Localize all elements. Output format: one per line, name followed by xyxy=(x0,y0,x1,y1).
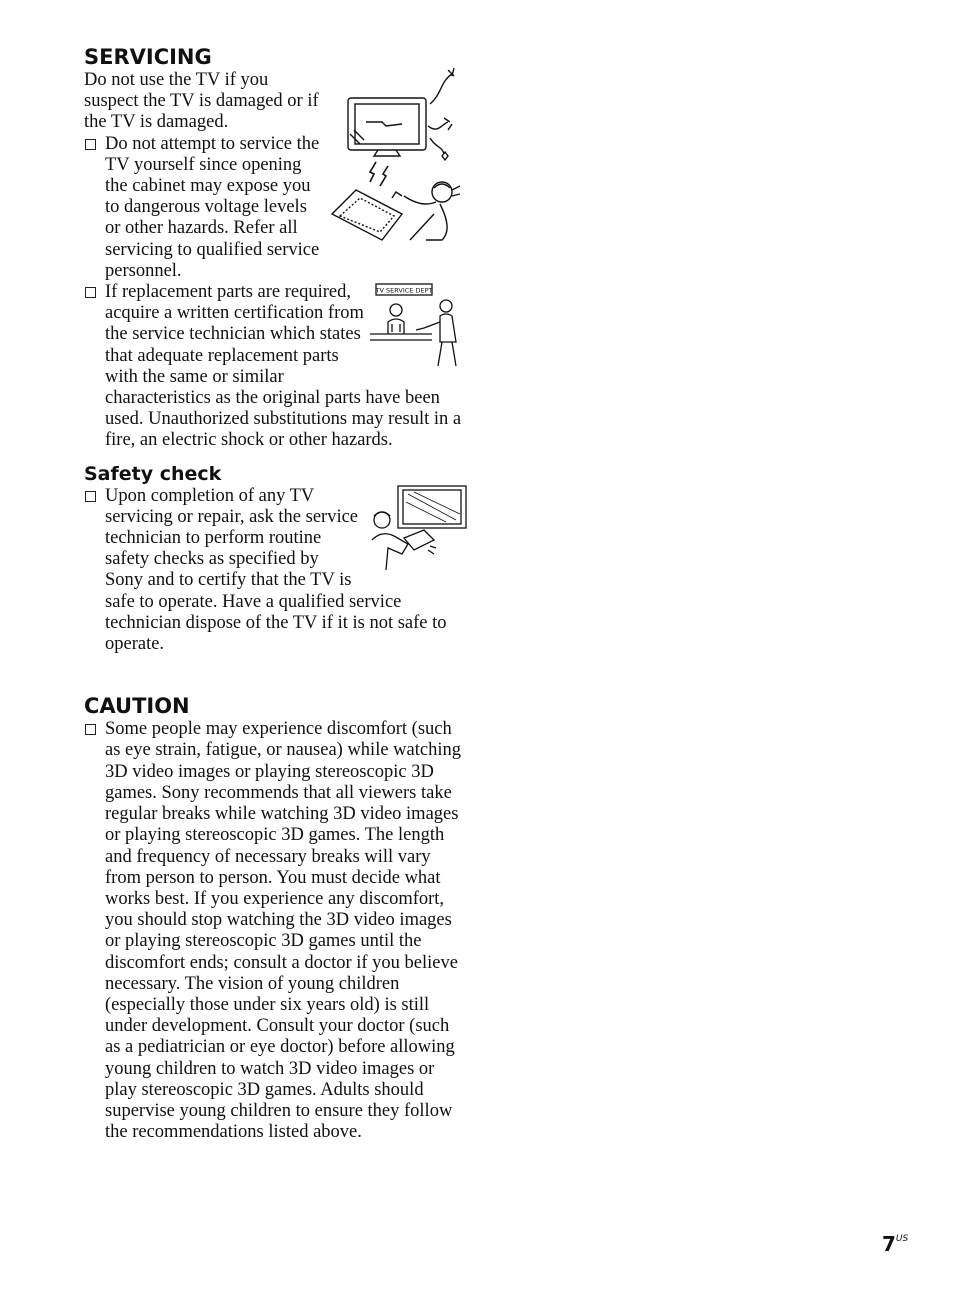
page-number: $7^{US}$ xyxy=(882,1232,909,1256)
content-column xyxy=(84,44,464,1143)
servicing-intro: Do not use the TV if you suspect the TV is damaged or if the TV is damaged. xyxy=(84,70,319,133)
safety-check-illustration xyxy=(364,484,468,572)
page-region-suffix: US xyxy=(895,1234,909,1244)
safety-check-heading: Safety check xyxy=(84,462,222,485)
servicing-item-2-text: If replacement parts are required, acquire a written certification from the service technician which states that adequate replacement parts with the same or similar characteristics as the original parts have been used. Unauthorized substitutions may result in a fire, an electric shock or other hazards. xyxy=(105,282,462,451)
servicing-heading: SERVICING xyxy=(84,45,212,69)
caution-item-1-text: Some people may experience discomfort (such as eye strain, fatigue, or nausea) while watching 3D video images or playing stereoscopic 3D games. Sony recommends that all viewers take regular breaks while watching 3D video images or playing stereoscopic 3D games. The length and frequency of necessary breaks will vary from person to person. You must decide what works best. If you experience any discomfort, you should stop watching the 3D video images or playing stereoscopic 3D games until the discomfort ends; consult a doctor if you believe necessary. The vision of young children (especially those under six years old) is still under development. Consult your doctor (such as a pediatrician or eye doctor) before allowing young children to watch 3D video images or play stereoscopic 3D games. Adults should supervise young children to ensure they follow the recommendations listed above. xyxy=(105,719,461,1143)
safety-check-item-1-text: Upon completion of any TV servicing or repair, ask the service technician to perform routine safety checks as specified by Sony and to certify that the TV is safe to operate. Have a qualified service technician dispose of the TV if it is not safe to operate. xyxy=(105,485,447,655)
servicing-item-1-text: Do not attempt to service the TV yourself since opening the cabinet may expose you to dangerous voltage levels or other hazards. Refer all servicing to qualified service personnel. xyxy=(105,133,320,281)
service-counter-icon xyxy=(370,282,466,368)
caution-item-1 xyxy=(84,719,464,1143)
service-sign-label: TV SERVICE DEPT xyxy=(375,286,433,295)
servicing-item-1 xyxy=(84,134,464,282)
service-dept-illustration xyxy=(370,282,466,368)
checkbox-bullet-icon xyxy=(85,139,96,150)
checkbox-bullet-icon xyxy=(85,287,96,298)
caution-heading: CAUTION xyxy=(84,694,190,719)
safety-check-item-1 xyxy=(84,486,464,656)
checkbox-bullet-icon xyxy=(85,491,96,502)
servicing-item-2 xyxy=(84,282,464,452)
technician-tv-icon xyxy=(364,484,468,572)
checkbox-bullet-icon xyxy=(85,724,96,735)
